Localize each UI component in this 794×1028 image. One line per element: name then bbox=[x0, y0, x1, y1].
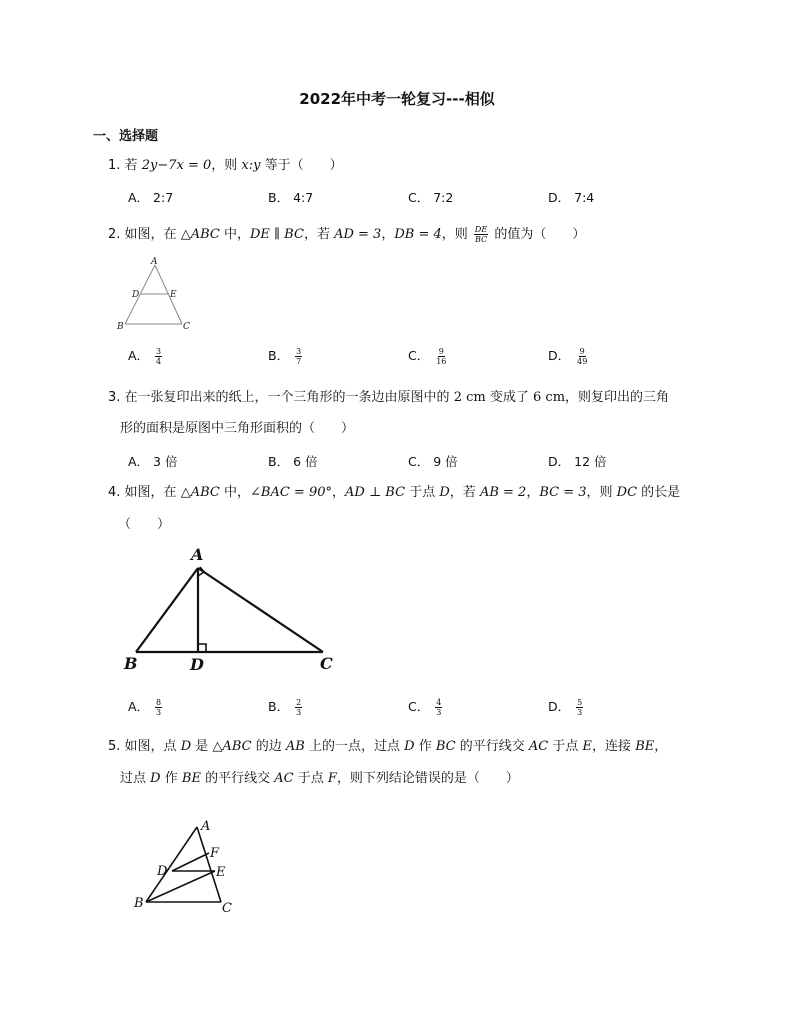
question-number: 5. bbox=[108, 739, 121, 754]
label-e: E bbox=[216, 865, 226, 880]
q1-option-b[interactable]: B． 4:7 bbox=[268, 190, 314, 205]
q4-right-triangle-figure bbox=[118, 540, 348, 675]
label-a: A bbox=[191, 545, 204, 564]
label-a: A bbox=[151, 257, 158, 267]
label-c: C bbox=[222, 901, 232, 916]
question-5-line-1: 5. 如图，点 D 是 △ABC 的边 AB 上的一点，过点 D 作 BC 的平行线交 AC 于点 E，连接 BE， bbox=[108, 739, 668, 754]
question-4-line-2: （ ） bbox=[118, 517, 171, 532]
q4-option-d[interactable]: D． $\frac{5}{3}$ bbox=[548, 698, 583, 717]
q3-option-a[interactable]: A． 3 倍 bbox=[128, 454, 178, 469]
question-3-line-2: 形的面积是原图中三角形面积的（ ） bbox=[120, 421, 355, 436]
q4-option-c[interactable]: C． $\frac{4}{3}$ bbox=[408, 698, 442, 717]
q2-triangle-figure bbox=[112, 254, 196, 334]
question-3-line-1: 3. 在一张复印出来的纸上，一个三角形的一条边由原图中的 2 cm 变成了 6 cm，则复印出的三角 bbox=[108, 390, 670, 405]
q5-triangle-figure bbox=[128, 812, 243, 920]
q4-option-a[interactable]: A． $\frac{8}{3}$ bbox=[128, 698, 162, 717]
question-number: 1. bbox=[108, 158, 121, 173]
question-4-line-1: 4. 如图，在 △ABC 中，∠BAC = 90°，AD ⊥ BC 于点 D，若 AB = 2，BC = 3，则 DC 的长是 bbox=[108, 485, 681, 500]
page-title: 2022年中考一轮复习---相似 bbox=[299, 90, 495, 108]
label-d: D bbox=[132, 290, 140, 300]
label-c: C bbox=[183, 322, 190, 332]
question-number: 4. bbox=[108, 485, 121, 500]
label-c: C bbox=[320, 654, 333, 673]
section-heading: 一、选择题 bbox=[93, 129, 159, 144]
label-b: B bbox=[117, 322, 124, 332]
question-number: 3. bbox=[108, 390, 121, 405]
q1-option-c[interactable]: C． 7:2 bbox=[408, 190, 454, 205]
q3-option-b[interactable]: B． 6 倍 bbox=[268, 454, 318, 469]
q1-option-a[interactable]: A． 2:7 bbox=[128, 190, 174, 205]
label-b: B bbox=[134, 896, 144, 911]
label-f: F bbox=[210, 846, 220, 861]
question-2: 2. 如图，在 △ABC 中，DE ∥ BC，若 AD = 3，DB = 4，则 $\frac{DE}{BC}$ 的值为（ ） bbox=[108, 225, 586, 244]
question-number: 2. bbox=[108, 227, 121, 242]
q3-option-d[interactable]: D． 12 倍 bbox=[548, 454, 607, 469]
question-5-line-2: 过点 D 作 BE 的平行线交 AC 于点 F，则下列结论错误的是（ ） bbox=[120, 771, 519, 786]
q4-option-b[interactable]: B． $\frac{2}{3}$ bbox=[268, 698, 302, 717]
question-1: 1. 若 2y−7x = 0，则 x:y 等于（ ） bbox=[108, 158, 343, 173]
label-d: D bbox=[190, 655, 204, 674]
q1-option-d[interactable]: D． 7:4 bbox=[548, 190, 595, 205]
label-a: A bbox=[201, 819, 211, 834]
q2-option-b[interactable]: B． $\frac{3}{7}$ bbox=[268, 347, 302, 366]
q2-option-a[interactable]: A． $\frac{3}{4}$ bbox=[128, 347, 162, 366]
q2-option-d[interactable]: D． $\frac{9}{49}$ bbox=[548, 347, 588, 366]
q3-option-c[interactable]: C． 9 倍 bbox=[408, 454, 458, 469]
fraction-de-bc: $\frac{DE}{BC}$ bbox=[474, 225, 488, 244]
label-e: E bbox=[170, 290, 177, 300]
q2-option-c[interactable]: C． $\frac{9}{16}$ bbox=[408, 347, 447, 366]
label-b: B bbox=[124, 654, 138, 673]
label-d: D bbox=[157, 864, 168, 879]
